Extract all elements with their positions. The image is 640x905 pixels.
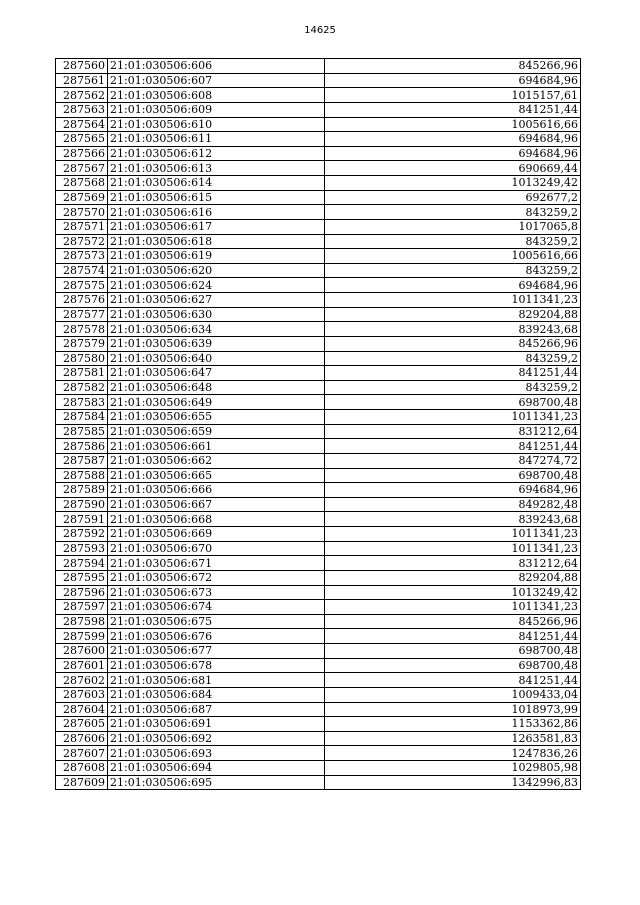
cadastral-number: 21:01:030506:616 — [108, 205, 325, 220]
table-row — [56, 205, 581, 220]
cadastral-value: 698700,48 — [325, 658, 581, 673]
cadastral-value: 1011341,23 — [325, 600, 581, 615]
cadastral-number: 21:01:030506:695 — [108, 775, 325, 790]
table-row — [56, 395, 581, 410]
row-number: 287591 — [56, 512, 108, 527]
cadastral-value: 829204,88 — [325, 307, 581, 322]
table-row — [56, 249, 581, 264]
row-number: 287578 — [56, 322, 108, 337]
table-row — [56, 731, 581, 746]
cadastral-value: 694684,96 — [325, 278, 581, 293]
table-row — [56, 468, 581, 483]
table-row — [56, 614, 581, 629]
cadastral-number: 21:01:030506:669 — [108, 527, 325, 542]
table-row — [56, 336, 581, 351]
row-number: 287609 — [56, 775, 108, 790]
cadastral-number: 21:01:030506:634 — [108, 322, 325, 337]
row-number: 287590 — [56, 497, 108, 512]
cadastral-value: 1342996,83 — [325, 775, 581, 790]
cadastral-number: 21:01:030506:624 — [108, 278, 325, 293]
cadastral-value: 692677,2 — [325, 190, 581, 205]
property-table — [55, 58, 581, 790]
row-number: 287602 — [56, 673, 108, 688]
table-row — [56, 439, 581, 454]
cadastral-value: 698700,48 — [325, 395, 581, 410]
cadastral-value: 1153362,86 — [325, 717, 581, 732]
row-number: 287574 — [56, 263, 108, 278]
row-number: 287606 — [56, 731, 108, 746]
table-row — [56, 497, 581, 512]
row-number: 287571 — [56, 219, 108, 234]
table-row — [56, 673, 581, 688]
row-number: 287572 — [56, 234, 108, 249]
table-row — [56, 527, 581, 542]
cadastral-number: 21:01:030506:674 — [108, 600, 325, 615]
cadastral-value: 1009433,04 — [325, 687, 581, 702]
cadastral-number: 21:01:030506:684 — [108, 687, 325, 702]
row-number: 287608 — [56, 761, 108, 776]
cadastral-value: 1015157,61 — [325, 88, 581, 103]
row-number: 287586 — [56, 439, 108, 454]
cadastral-number: 21:01:030506:667 — [108, 497, 325, 512]
cadastral-value: 845266,96 — [325, 614, 581, 629]
row-number: 287598 — [56, 614, 108, 629]
table-row — [56, 293, 581, 308]
row-number: 287588 — [56, 468, 108, 483]
cadastral-value: 1018973,99 — [325, 702, 581, 717]
table-row — [56, 512, 581, 527]
table-row — [56, 73, 581, 88]
table-row — [56, 410, 581, 425]
cadastral-number: 21:01:030506:613 — [108, 161, 325, 176]
row-number: 287570 — [56, 205, 108, 220]
cadastral-number: 21:01:030506:640 — [108, 351, 325, 366]
cadastral-value: 839243,68 — [325, 512, 581, 527]
cadastral-value: 694684,96 — [325, 483, 581, 498]
row-number: 287607 — [56, 746, 108, 761]
table-row — [56, 380, 581, 395]
row-number: 287573 — [56, 249, 108, 264]
cadastral-value: 1247836,26 — [325, 746, 581, 761]
cadastral-number: 21:01:030506:618 — [108, 234, 325, 249]
cadastral-value: 843259,2 — [325, 205, 581, 220]
table-row — [56, 687, 581, 702]
table-row — [56, 775, 581, 790]
row-number: 287605 — [56, 717, 108, 732]
row-number: 287596 — [56, 585, 108, 600]
row-number: 287581 — [56, 366, 108, 381]
cadastral-number: 21:01:030506:619 — [108, 249, 325, 264]
cadastral-value: 698700,48 — [325, 644, 581, 659]
cadastral-number: 21:01:030506:630 — [108, 307, 325, 322]
row-number: 287582 — [56, 380, 108, 395]
cadastral-value: 1011341,23 — [325, 293, 581, 308]
cadastral-value: 841251,44 — [325, 629, 581, 644]
row-number: 287597 — [56, 600, 108, 615]
row-number: 287577 — [56, 307, 108, 322]
table-row — [56, 117, 581, 132]
table-row — [56, 424, 581, 439]
cadastral-number: 21:01:030506:648 — [108, 380, 325, 395]
cadastral-number: 21:01:030506:662 — [108, 453, 325, 468]
table-row — [56, 351, 581, 366]
cadastral-number: 21:01:030506:608 — [108, 88, 325, 103]
table-row — [56, 88, 581, 103]
row-number: 287584 — [56, 410, 108, 425]
table-row — [56, 176, 581, 191]
cadastral-number: 21:01:030506:668 — [108, 512, 325, 527]
cadastral-value: 843259,2 — [325, 263, 581, 278]
row-number: 287560 — [56, 59, 108, 74]
row-number: 287575 — [56, 278, 108, 293]
table-row — [56, 234, 581, 249]
cadastral-number: 21:01:030506:676 — [108, 629, 325, 644]
cadastral-value: 1017065,8 — [325, 219, 581, 234]
cadastral-number: 21:01:030506:665 — [108, 468, 325, 483]
table-row — [56, 219, 581, 234]
table-row — [56, 600, 581, 615]
cadastral-value: 841251,44 — [325, 439, 581, 454]
row-number: 287585 — [56, 424, 108, 439]
cadastral-number: 21:01:030506:655 — [108, 410, 325, 425]
row-number: 287599 — [56, 629, 108, 644]
cadastral-number: 21:01:030506:606 — [108, 59, 325, 74]
row-number: 287562 — [56, 88, 108, 103]
page-number: 14625 — [304, 25, 336, 36]
table-row — [56, 570, 581, 585]
cadastral-number: 21:01:030506:671 — [108, 556, 325, 571]
table-row — [56, 146, 581, 161]
cadastral-value: 1029805,98 — [325, 761, 581, 776]
row-number: 287593 — [56, 541, 108, 556]
row-number: 287595 — [56, 570, 108, 585]
cadastral-number: 21:01:030506:607 — [108, 73, 325, 88]
cadastral-number: 21:01:030506:615 — [108, 190, 325, 205]
row-number: 287603 — [56, 687, 108, 702]
table-row — [56, 132, 581, 147]
table-row — [56, 761, 581, 776]
cadastral-value: 845266,96 — [325, 336, 581, 351]
cadastral-number: 21:01:030506:687 — [108, 702, 325, 717]
cadastral-value: 1011341,23 — [325, 541, 581, 556]
cadastral-value: 841251,44 — [325, 366, 581, 381]
cadastral-number: 21:01:030506:611 — [108, 132, 325, 147]
table-row — [56, 278, 581, 293]
cadastral-number: 21:01:030506:659 — [108, 424, 325, 439]
row-number: 287583 — [56, 395, 108, 410]
row-number: 287601 — [56, 658, 108, 673]
row-number: 287566 — [56, 146, 108, 161]
row-number: 287580 — [56, 351, 108, 366]
row-number: 287568 — [56, 176, 108, 191]
cadastral-number: 21:01:030506:647 — [108, 366, 325, 381]
row-number: 287564 — [56, 117, 108, 132]
cadastral-number: 21:01:030506:610 — [108, 117, 325, 132]
row-number: 287563 — [56, 102, 108, 117]
cadastral-value: 841251,44 — [325, 102, 581, 117]
cadastral-number: 21:01:030506:666 — [108, 483, 325, 498]
cadastral-number: 21:01:030506:670 — [108, 541, 325, 556]
row-number: 287579 — [56, 336, 108, 351]
cadastral-value: 839243,68 — [325, 322, 581, 337]
table-body — [56, 59, 581, 790]
table-row — [56, 541, 581, 556]
cadastral-number: 21:01:030506:620 — [108, 263, 325, 278]
row-number: 287589 — [56, 483, 108, 498]
cadastral-value: 843259,2 — [325, 234, 581, 249]
cadastral-number: 21:01:030506:609 — [108, 102, 325, 117]
table-row — [56, 629, 581, 644]
cadastral-value: 845266,96 — [325, 59, 581, 74]
table-row — [56, 161, 581, 176]
cadastral-number: 21:01:030506:661 — [108, 439, 325, 454]
cadastral-number: 21:01:030506:617 — [108, 219, 325, 234]
cadastral-value: 1011341,23 — [325, 410, 581, 425]
table-row — [56, 717, 581, 732]
cadastral-value: 831212,64 — [325, 556, 581, 571]
table-row — [56, 102, 581, 117]
row-number: 287594 — [56, 556, 108, 571]
cadastral-number: 21:01:030506:678 — [108, 658, 325, 673]
cadastral-number: 21:01:030506:627 — [108, 293, 325, 308]
cadastral-number: 21:01:030506:649 — [108, 395, 325, 410]
row-number: 287565 — [56, 132, 108, 147]
table-row — [56, 307, 581, 322]
cadastral-value: 843259,2 — [325, 351, 581, 366]
cadastral-value: 1005616,66 — [325, 117, 581, 132]
cadastral-value: 1013249,42 — [325, 176, 581, 191]
row-number: 287567 — [56, 161, 108, 176]
table-row — [56, 483, 581, 498]
table-row — [56, 702, 581, 717]
cadastral-number: 21:01:030506:694 — [108, 761, 325, 776]
table-row — [56, 556, 581, 571]
cadastral-value: 849282,48 — [325, 497, 581, 512]
table-row — [56, 190, 581, 205]
cadastral-value: 698700,48 — [325, 468, 581, 483]
row-number: 287569 — [56, 190, 108, 205]
cadastral-number: 21:01:030506:639 — [108, 336, 325, 351]
cadastral-value: 1263581,83 — [325, 731, 581, 746]
cadastral-value: 694684,96 — [325, 146, 581, 161]
cadastral-number: 21:01:030506:612 — [108, 146, 325, 161]
cadastral-number: 21:01:030506:677 — [108, 644, 325, 659]
table-row — [56, 322, 581, 337]
cadastral-number: 21:01:030506:675 — [108, 614, 325, 629]
table-row — [56, 366, 581, 381]
table-row — [56, 746, 581, 761]
table-row — [56, 453, 581, 468]
cadastral-number: 21:01:030506:672 — [108, 570, 325, 585]
cadastral-number: 21:01:030506:614 — [108, 176, 325, 191]
cadastral-number: 21:01:030506:681 — [108, 673, 325, 688]
cadastral-number: 21:01:030506:691 — [108, 717, 325, 732]
cadastral-number: 21:01:030506:693 — [108, 746, 325, 761]
cadastral-value: 841251,44 — [325, 673, 581, 688]
cadastral-value: 1013249,42 — [325, 585, 581, 600]
row-number: 287604 — [56, 702, 108, 717]
cadastral-value: 829204,88 — [325, 570, 581, 585]
cadastral-value: 831212,64 — [325, 424, 581, 439]
cadastral-number: 21:01:030506:692 — [108, 731, 325, 746]
cadastral-value: 1011341,23 — [325, 527, 581, 542]
cadastral-value: 1005616,66 — [325, 249, 581, 264]
cadastral-value: 694684,96 — [325, 73, 581, 88]
cadastral-value: 694684,96 — [325, 132, 581, 147]
row-number: 287561 — [56, 73, 108, 88]
table-row — [56, 644, 581, 659]
table-row — [56, 585, 581, 600]
cadastral-value: 843259,2 — [325, 380, 581, 395]
cadastral-value: 690669,44 — [325, 161, 581, 176]
table-row — [56, 263, 581, 278]
table-row — [56, 658, 581, 673]
row-number: 287592 — [56, 527, 108, 542]
cadastral-number: 21:01:030506:673 — [108, 585, 325, 600]
row-number: 287576 — [56, 293, 108, 308]
cadastral-value: 847274,72 — [325, 453, 581, 468]
table-row — [56, 59, 581, 74]
row-number: 287600 — [56, 644, 108, 659]
row-number: 287587 — [56, 453, 108, 468]
